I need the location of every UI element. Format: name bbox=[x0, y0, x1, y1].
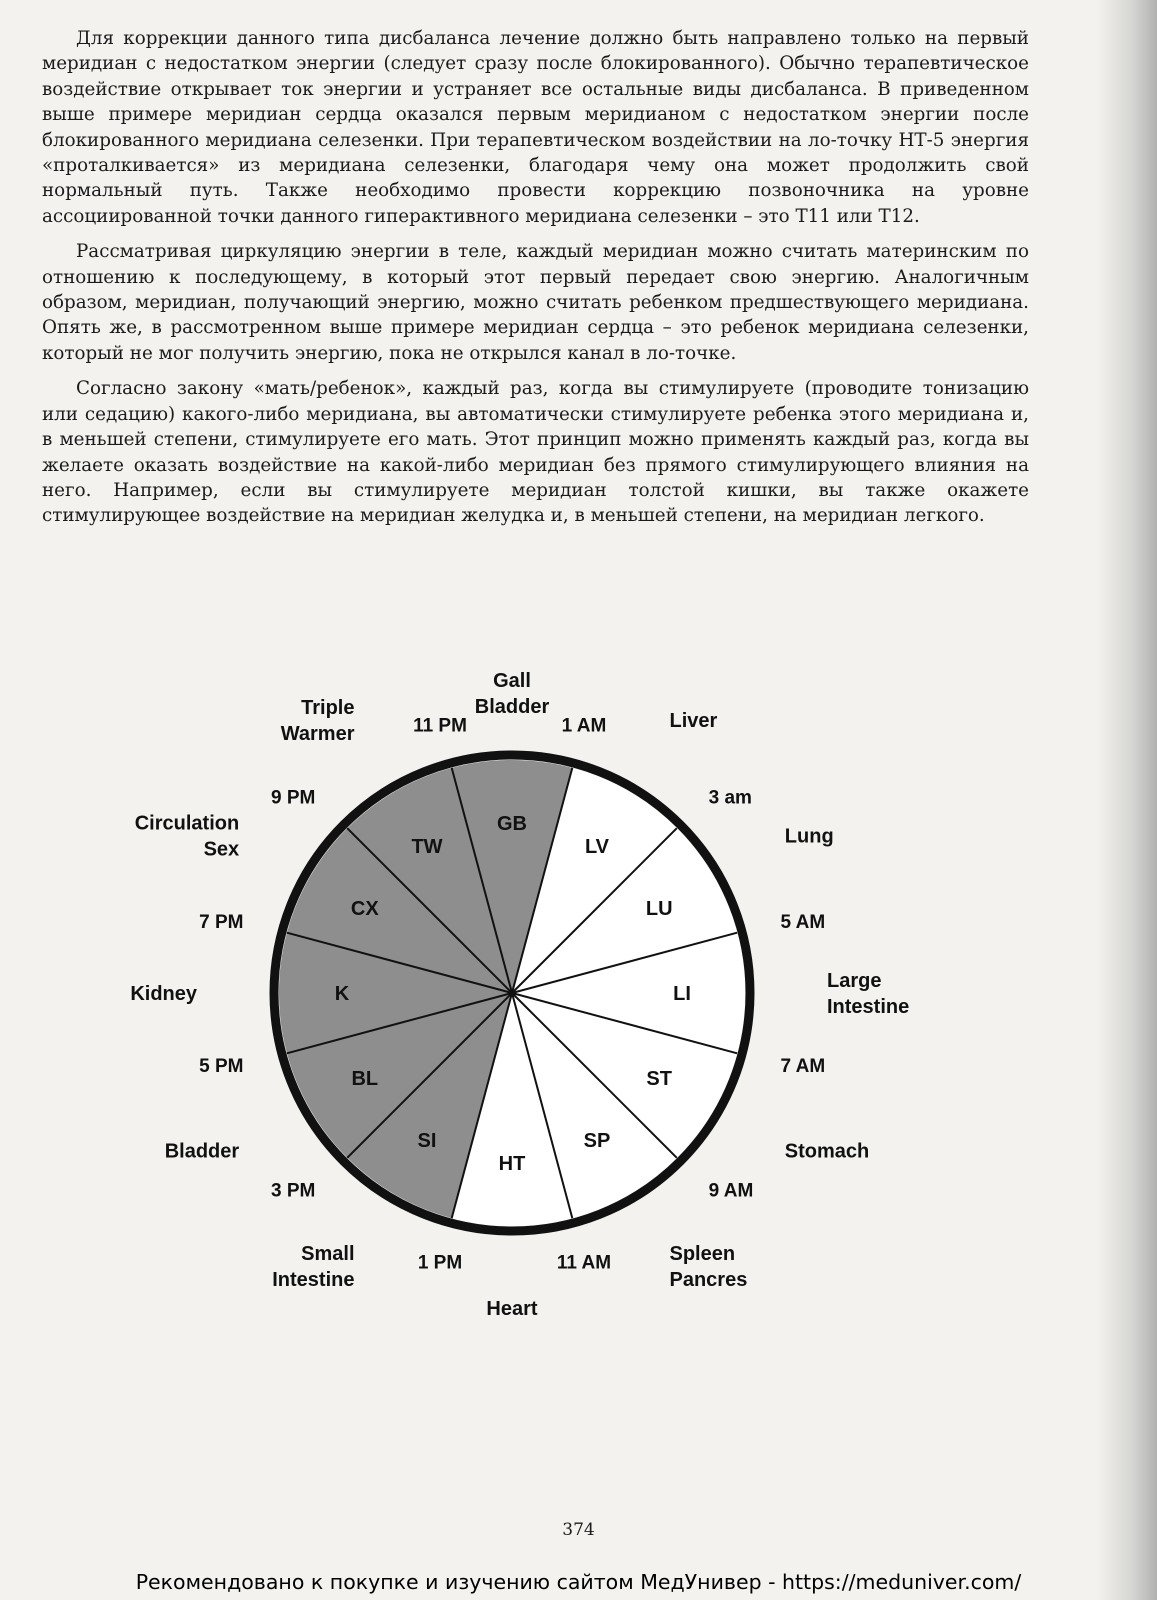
time-label: 3 PM bbox=[271, 1180, 316, 1202]
time-label: 7 PM bbox=[199, 912, 244, 933]
organ-name-line: Lung bbox=[784, 825, 834, 848]
page-number: 374 bbox=[562, 1520, 595, 1540]
segment-abbr-lv: LV bbox=[584, 835, 610, 858]
organ-name-line: Circulation bbox=[134, 812, 240, 835]
organ-name-label bbox=[785, 826, 834, 848]
organ-name-line: Pancres bbox=[669, 1268, 748, 1291]
time-label: 5 PM bbox=[199, 1056, 244, 1077]
time-label: 5 AM bbox=[780, 912, 826, 933]
organ-name-label bbox=[475, 670, 550, 718]
organ-name-label bbox=[272, 1243, 354, 1291]
time-label: 9 PM bbox=[271, 787, 316, 809]
organ-name-line: Heart bbox=[486, 1298, 538, 1320]
organ-name-label bbox=[135, 813, 239, 861]
paragraph: Для коррекции данного типа дисбаланса лечение должно быть направлено только на первый меридиан с недостатком энергии (следует сразу после блокированного). Обычно терапевтическое воздействие открывает ток энергии и устраняет все остальные виды дисбаланса. В приведенном выше примере меридиан сердца оказался первым меридианом с недостатком энергии после блокированного меридиана селезенки. При терапевтическом воздействии на ло-точку НТ-5 энергия «проталкивается» из меридиана селезенки, благодаря чему она может продолжить свой нормальный путь. Также необходимо провести коррекцию позвоночника на уровне ассоциированной точки данного гиперактивного меридиана селезенки – это Т11 или Т12. bbox=[42, 28, 1029, 227]
organ-name-line: Intestine bbox=[272, 1268, 355, 1291]
time-label: 11 PM bbox=[413, 715, 467, 737]
organ-name-line: Warmer bbox=[280, 723, 355, 746]
segment-abbr-k: K bbox=[334, 983, 350, 1005]
organ-name-line: Gall bbox=[493, 670, 531, 692]
time-label: 11 AM bbox=[556, 1252, 612, 1274]
organ-name-label bbox=[785, 1141, 869, 1163]
time-label: 1 PM bbox=[417, 1252, 463, 1274]
organ-name-line: Large bbox=[827, 970, 882, 992]
organ-name-line: Spleen bbox=[669, 1242, 736, 1265]
organ-name-label bbox=[670, 710, 718, 732]
organ-name-label bbox=[670, 1243, 748, 1291]
segment-abbr-gb: GB bbox=[497, 813, 527, 835]
organ-name-line: Liver bbox=[669, 710, 718, 733]
organ-name-line: Stomach bbox=[784, 1140, 870, 1163]
organ-name-label bbox=[281, 697, 355, 745]
organ-name-label bbox=[486, 1298, 537, 1320]
organ-name-label bbox=[827, 970, 909, 1018]
segment-abbr-tw: TW bbox=[411, 835, 443, 858]
organ-name-line: Kidney bbox=[130, 983, 197, 1005]
meridian-clock-svg bbox=[0, 640, 1157, 1320]
body-text bbox=[42, 26, 1029, 539]
time-label: 9 AM bbox=[708, 1180, 754, 1202]
meridian-clock-diagram bbox=[0, 640, 1157, 1320]
segment-abbr-lu: LU bbox=[645, 898, 673, 920]
organ-name-label bbox=[165, 1141, 240, 1163]
organ-name-line: Triple bbox=[301, 697, 355, 720]
organ-name-line: Bladder bbox=[474, 696, 550, 718]
time-label: 7 AM bbox=[780, 1056, 826, 1077]
organ-name-line: Bladder bbox=[164, 1140, 240, 1163]
segment-abbr-si: SI bbox=[417, 1130, 437, 1153]
segment-abbr-ht: HT bbox=[498, 1153, 526, 1175]
time-label: 1 AM bbox=[561, 715, 607, 737]
segment-abbr-cx: CX bbox=[350, 898, 379, 920]
segment-abbr-sp: SP bbox=[583, 1130, 611, 1153]
organ-name-label bbox=[130, 983, 198, 1005]
segment-abbr-st: ST bbox=[646, 1068, 672, 1090]
organ-name-line: Sex bbox=[203, 838, 240, 861]
segment-abbr-li: LI bbox=[673, 983, 691, 1005]
footer-recommendation: Рекомендовано к покупке и изучению сайтом МедУнивер - https://meduniver.com/ bbox=[135, 1570, 1022, 1594]
paragraph: Рассматривая циркуляцию энергии в теле, каждый меридиан можно считать материнским по отношению к последующему, в который этот первый передает свою энергию. Аналогичным образом, меридиан, получающий энергию, можно считать ребенком предшествующего меридиана. Опять же, в рассмотренном выше примере меридиан сердца – это ребенок меридиана селезенки, который не мог получить энергию, пока не открылся канал в ло-точке. bbox=[42, 241, 1029, 364]
paragraph: Согласно закону «мать/ребенок», каждый раз, когда вы стимулируете (проводите тонизацию или седацию) какого-либо меридиана, вы автоматически стимулируете ребенка этого меридиана и, в меньшей степени, стимулируете его мать. Этот принцип можно применять каждый раз, когда вы желаете оказать воздействие на какой-либо меридиан без прямого стимулирующего влияния на него. Например, если вы стимулируете меридиан толстой кишки, вы также окажете стимулирующее воздействие на меридиан желудка и, в меньшей степени, на меридиан легкого. bbox=[42, 378, 1029, 527]
organ-name-line: Intestine bbox=[827, 996, 910, 1018]
organ-name-line: Small bbox=[301, 1242, 355, 1265]
segment-abbr-bl: BL bbox=[351, 1068, 379, 1090]
time-label: 3 am bbox=[708, 787, 752, 809]
